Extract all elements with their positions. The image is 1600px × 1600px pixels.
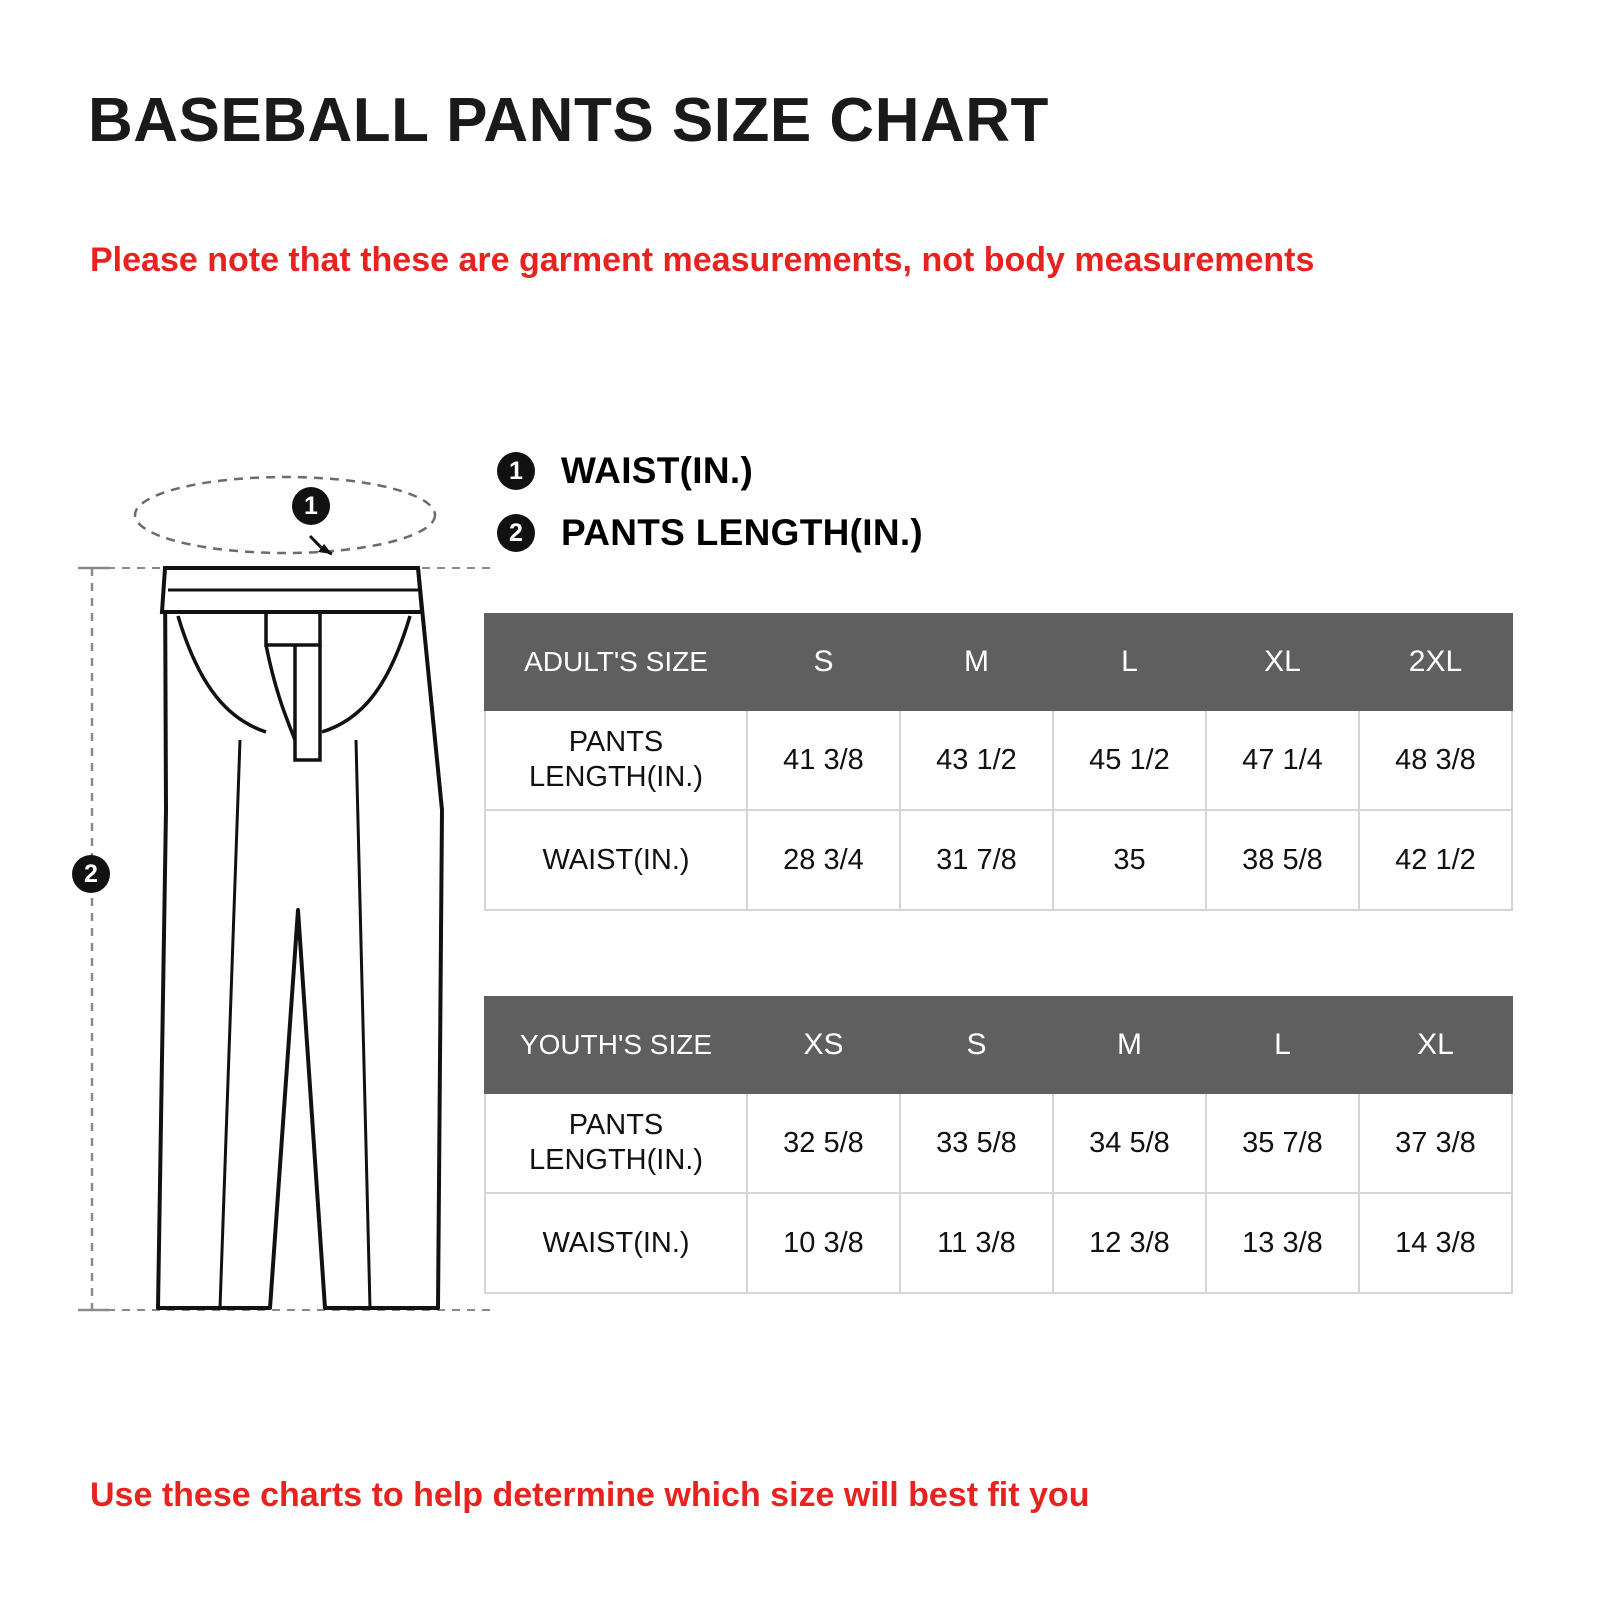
youth-pants-length-s: 33 5/8 (900, 1093, 1053, 1193)
youth-col-xl: XL (1359, 997, 1512, 1093)
table-row (485, 810, 1512, 910)
youth-pants-length-xl: 37 3/8 (1359, 1093, 1512, 1193)
adult-size-header: ADULT'S SIZE (485, 614, 747, 710)
youth-size-header: YOUTH'S SIZE (485, 997, 747, 1093)
table-header-row (485, 614, 1512, 710)
adult-waist-l: 35 (1053, 810, 1206, 910)
page-title: BASEBALL PANTS SIZE CHART (88, 86, 1049, 155)
adult-row-label-pants-length: PANTS LENGTH(IN.) (485, 710, 747, 810)
table-header-row (485, 997, 1512, 1093)
garment-measurement-note: Please note that these are garment measurements, not body measurements (90, 241, 1315, 279)
adult-pants-length-s: 41 3/8 (747, 710, 900, 810)
adult-waist-s: 28 3/4 (747, 810, 900, 910)
youth-col-l: L (1206, 997, 1359, 1093)
adult-col-m: M (900, 614, 1053, 710)
adult-waist-xl: 38 5/8 (1206, 810, 1359, 910)
adult-pants-length-l: 45 1/2 (1053, 710, 1206, 810)
adult-pants-length-xl: 47 1/4 (1206, 710, 1359, 810)
adult-pants-length-m: 43 1/2 (900, 710, 1053, 810)
youth-row-label-pants-length: PANTS LENGTH(IN.) (485, 1093, 747, 1193)
youth-pants-length-m: 34 5/8 (1053, 1093, 1206, 1193)
pants-illustration-icon (70, 440, 490, 1340)
adult-pants-length-2xl: 48 3/8 (1359, 710, 1512, 810)
adult-size-table (484, 613, 1513, 911)
youth-waist-s: 11 3/8 (900, 1193, 1053, 1293)
table-row (485, 1093, 1512, 1193)
adult-col-xl: XL (1206, 614, 1359, 710)
adult-row-label-waist: WAIST(IN.) (485, 810, 747, 910)
footer-note: Use these charts to help determine which size will best fit you (90, 1476, 1090, 1514)
table-row (485, 710, 1512, 810)
adult-col-l: L (1053, 614, 1206, 710)
youth-col-m: M (1053, 997, 1206, 1093)
youth-waist-l: 13 3/8 (1206, 1193, 1359, 1293)
youth-waist-xs: 10 3/8 (747, 1193, 900, 1293)
youth-size-table (484, 996, 1513, 1294)
youth-col-xs: XS (747, 997, 900, 1093)
adult-waist-m: 31 7/8 (900, 810, 1053, 910)
badge-2-icon: 2 (497, 514, 535, 552)
diagram-badge-length: 2 (72, 855, 110, 893)
badge-1-icon: 1 (497, 452, 535, 490)
legend-label-waist: WAIST(IN.) (561, 450, 754, 491)
adult-col-2xl: 2XL (1359, 614, 1512, 710)
youth-waist-xl: 14 3/8 (1359, 1193, 1512, 1293)
adult-col-s: S (747, 614, 900, 710)
table-row (485, 1193, 1512, 1293)
youth-pants-length-xs: 32 5/8 (747, 1093, 900, 1193)
youth-col-s: S (900, 997, 1053, 1093)
legend-item-waist (497, 440, 923, 502)
legend-item-pants-length (497, 502, 923, 564)
adult-waist-2xl: 42 1/2 (1359, 810, 1512, 910)
youth-row-label-waist: WAIST(IN.) (485, 1193, 747, 1293)
measurement-legend (497, 440, 923, 564)
legend-label-pants-length: PANTS LENGTH(IN.) (561, 512, 924, 553)
pants-diagram (70, 440, 490, 1340)
diagram-badge-waist: 1 (292, 487, 330, 525)
youth-waist-m: 12 3/8 (1053, 1193, 1206, 1293)
youth-pants-length-l: 35 7/8 (1206, 1093, 1359, 1193)
